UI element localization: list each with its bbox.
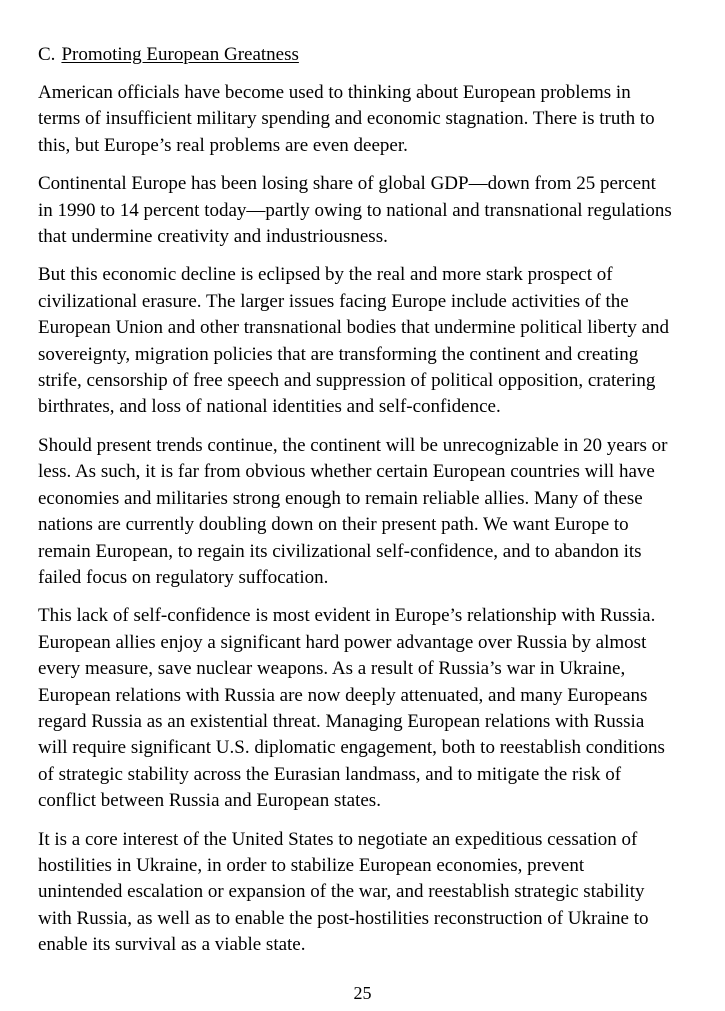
text-line: regard Russia as an existential threat. Managing European relations with Russia: [38, 710, 645, 732]
text-line: failed focus on regulatory suffocation.: [38, 566, 329, 588]
text-line: civilizational erasure. The larger issues facing Europe include activities of the: [38, 290, 629, 312]
text-line: remain European, to regain its civilizational self-confidence, and to abandon its: [38, 540, 642, 562]
section-title: Promoting European Greatness: [61, 44, 299, 65]
paragraph-1: [38, 80, 708, 159]
paragraph-2: [38, 171, 708, 250]
paragraph-3: [38, 262, 708, 420]
text-line: unintended escalation or expansion of the war, and reestablish strategic stability: [38, 881, 645, 903]
text-line: hostilities in Ukraine, in order to stabilize European economies, prevent: [38, 854, 585, 876]
text-line: But this economic decline is eclipsed by the real and more stark prospect of: [38, 264, 613, 286]
paragraph-6: [38, 827, 708, 959]
text-line: with Russia, as well as to enable the post-hostilities reconstruction of Ukraine to: [38, 907, 649, 929]
text-line: that undermine creativity and industriousness.: [38, 226, 388, 248]
text-line: terms of insufficient military spending and economic stagnation. There is truth to: [38, 108, 655, 130]
document-page: [38, 42, 708, 971]
text-line: will require significant U.S. diplomatic engagement, both to reestablish conditions: [38, 737, 665, 759]
text-line: This lack of self-confidence is most evident in Europe’s relationship with Russia.: [38, 605, 656, 627]
text-line: European Union and other transnational bodies that undermine political liberty and: [38, 317, 670, 339]
text-line: conflict between Russia and European states.: [38, 790, 381, 812]
text-line: economies and militaries strong enough to remain reliable allies. Many of these: [38, 487, 643, 509]
text-line: It is a core interest of the United States to negotiate an expeditious cessation of: [38, 828, 638, 850]
text-line: this, but Europe’s real problems are even deeper.: [38, 134, 408, 156]
text-line: nations are currently doubling down on their present path. We want Europe to: [38, 514, 629, 536]
text-line: every measure, save nuclear weapons. As a result of Russia’s war in Ukraine,: [38, 658, 626, 680]
text-line: birthrates, and loss of national identities and self-confidence.: [38, 396, 501, 418]
text-line: of strategic stability across the Eurasian landmass, and to mitigate the risk of: [38, 763, 622, 785]
section-letter: C.: [38, 44, 56, 65]
text-line: sovereignty, migration policies that are transforming the continent and creating: [38, 343, 639, 365]
text-line: less. As such, it is far from obvious whether certain European countries will have: [38, 461, 655, 483]
section-heading: [38, 42, 708, 68]
text-line: Continental Europe has been losing share of global GDP—down from 25 percent: [38, 173, 656, 195]
text-line: Should present trends continue, the continent will be unrecognizable in 20 years or: [38, 434, 668, 456]
text-line: in 1990 to 14 percent today—partly owing to national and transnational regulations: [38, 199, 672, 221]
text-line: American officials have become used to thinking about European problems in: [38, 82, 631, 103]
text-line: enable its survival as a viable state.: [38, 934, 306, 956]
paragraph-5: [38, 603, 708, 814]
paragraph-4: [38, 433, 708, 591]
text-line: European allies enjoy a significant hard power advantage over Russia by almost: [38, 631, 647, 653]
text-line: European relations with Russia are now deeply attenuated, and many Europeans: [38, 684, 648, 706]
page-number: 25: [353, 983, 372, 1003]
text-line: strife, censorship of free speech and suppression of political opposition, cratering: [38, 370, 656, 392]
